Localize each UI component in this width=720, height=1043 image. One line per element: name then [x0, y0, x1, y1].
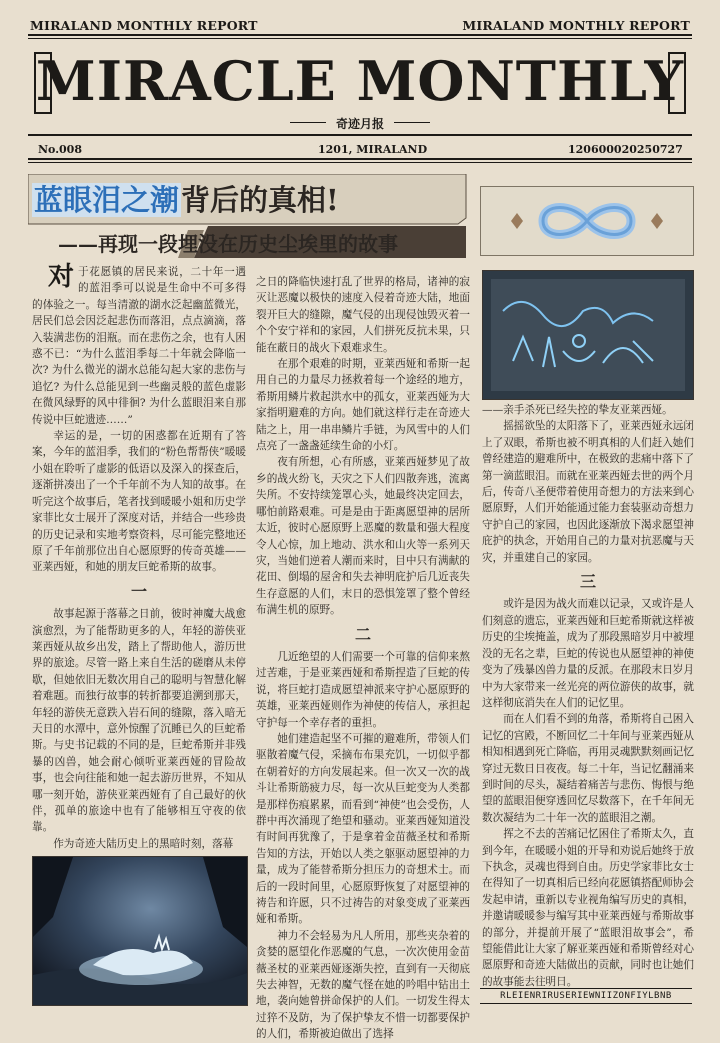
col3-paragraph-2: 或许是因为战火而难以记录，又或许是人们刻意的遗忘，亚莱西娅和巨蛇希斯就这样被历史的尘埃掩盖，成为了那段黑暗岁月中被埋没的无名之辈，巨蛇的传说也从愿望神的神使变为了残暴凶兽力量的反派。在那段末日岁月中为大家带来一丝光亮的两位游侠的故事，就这样彻底消失在人们的记忆里。 [482, 598, 694, 709]
col2-paragraph-3: 夜有所想，心有所感，亚莱西娅梦见了故乡的战火纷飞，天灾之下人们四散奔逃，流离失所。不安持续笼罩心头，她最终决定回去，哪怕前路艰难。可是是由于距离愿望神的居所太近，彼时心愿原野上恶魔的数量和强大程度令人心惊，加上地动、洪水和山火等一系列天灾，当她们逆着人潮而来时，目中只有满献的花田、倒塌的屋舍和失去神明庇护后几近丧失生存意愿的人们，末日的恐惧笼罩了整个曾经布满生机的原野。 [256, 456, 470, 617]
dragon-cave-image [32, 856, 248, 1006]
meta-rule-bottom-thin [28, 162, 692, 163]
infinity-icon [481, 187, 693, 255]
section-number-1: 一 [130, 581, 147, 601]
article-column-1 [32, 264, 246, 852]
dateline: 1201, MIRALAND [318, 143, 428, 156]
col3-paragraph-1: 摇摇欲坠的太阳落下了，亚莱西娅永远闭上了双眼，希斯也被不明真相的人们赶入她们曾经建造的避难所中，在极致的悲痛中落下了第一滴蓝眼泪。而就在亚莱西娅去世的两个月后，传奇八圣便带着使用奇想力的方法来到心愿原野，人们开始能通过能力套装驱动奇想力守护自己的家园，也因此逐渐放下渴求愿望神庇护的执念，开始用自己的力量对抗恶魔与天灾，并重建自己的家园。 [482, 420, 694, 564]
issue-number: No.008 [38, 143, 82, 156]
infinity-banner [480, 186, 694, 256]
header-right-label: MIRALAND MONTHLY REPORT [462, 18, 690, 33]
header-left-label: MIRALAND MONTHLY REPORT [30, 18, 258, 33]
headline-blue: 蓝眼泪之潮 [34, 183, 180, 217]
dropcap: 对 [48, 262, 75, 292]
section-number-3: 三 [579, 572, 596, 592]
section-number-2: 二 [354, 624, 371, 644]
article-column-3 [482, 402, 694, 990]
masthead-subtitle: 奇迹月报 [335, 117, 384, 131]
serial-number: 120600020250727 [568, 143, 683, 156]
meta-rule-bottom [28, 158, 692, 160]
col1-paragraph-1: 于花愿镇的居民来说，二十年一遇的蓝泪季可以说是生命中不可多得的体验之一。每当清澈的湖水泛起幽蓝微光，居民们总会因泛起悲伤而落泪，点点滴滴，落入装满悲伤的泪瓶。而在悲伤之余，也有人困惑不已：“为什么蓝泪季每二十年就会降临一次? 为什么微光的湖水总能勾起大家的悲伤与追忆? 为什么总能见到一些幽灵般的蓝色虚影在微风绿野的风中徘徊? 为什么蓝眼泪来自那传说中巨蛇遗迹……” [32, 266, 246, 426]
masthead-title: MIRACLE MONTHLY [35, 49, 685, 113]
top-rule [28, 34, 692, 36]
top-rule-thin [28, 38, 692, 39]
col2-paragraph-6: 神力不会轻易为凡人所用，那些夹杂着的贪婪的愿望化作恶魔的气息，一次次使用金苗薇圣杖的亚莱西娅逐渐失控，直到有一天彻底失去神智，无数的魔气怪在她的吟唱中钻出土地，袭向她曾拼命保护的人们。一切发生得太过猝不及防，为了保护挚友不惜一切都要保护的人们，希斯被迫做出了选择 [256, 929, 470, 1041]
meta-rule-top [28, 134, 692, 136]
col1-paragraph-4: 作为奇迹大陆历史上的黑暗时刻，落幕 [53, 837, 234, 850]
col2-paragraph-5: 她们建造起坚不可摧的避难所，带领人们驱散着魔气侵，采摘布布果充饥，一切似乎都在朝着好的方向发展起来。但一次又一次的战斗让希斯筋疲力尽，每一次从巨蛇变为人类都是那样伤痕累累，而看到“神使”也会受伤，人群中再次涌现了绝望和骚动。亚莱西娅知道没有时间再犹豫了，于是拿着金苗薇圣杖和希斯告知的方法，开始以人类之躯驱动愿望神的力量，成为了能替希斯分担压力的奇想术士。而后的一段时间里，心愿原野恢复了对愿望神的祷告和许愿，只不过祷告的对象变成了亚莱西娅和希斯。 [256, 732, 470, 926]
masthead-ornament-left [290, 122, 326, 123]
col2-paragraph-4: 几近绝望的人们需要一个可靠的信仰来熬过苦难，于是亚莱西娅和希斯捏造了巨蛇的传说，将巨蛇打造成愿望神派来守护心愿原野的英雄，亚莱西娅则作为神使的传信人，承担起守护每一个幸存者的重担。 [256, 650, 470, 729]
col3-paragraph-3: 而在人们看不到的角落，希斯将自己困入记忆的宫殿，不断回忆二十年间与亚莱西娅从相知相遇到死亡降临，再用灵魂默默刻画记忆穿过无数日日夜夜。每二十年，当记忆翻涌来到时间的尽头，凝结着痛苦与悲伤、悔恨与绝望的蓝眼泪便穿透回忆尽数落下，在千年间无数次凝结为二十年一次的蓝眼泪之潮。 [482, 713, 694, 824]
col2-paragraph-1: 之日的降临快速打乱了世界的格局，诸神的寂灭让恶魔以极快的速度入侵着奇迹大陆，地面裂开巨大的缝隙，魔气侵的出现侵蚀毁灭着一个个安宁祥和的家园，人们拼死反抗未果，只能在蔽日的战火下艰难求生。 [256, 276, 470, 354]
headline-dark: 背后的真相! [181, 183, 339, 217]
headline-title [32, 178, 339, 222]
headline-subtitle: ——再现一段埋没在历史尘埃里的故事 [58, 232, 398, 256]
col1-paragraph-3: 故事起源于落幕之日前，彼时神魔大战愈演愈烈，为了能帮助更多的人，年轻的游侠亚莱西娅从故乡出发，踏上了帮助他人，游历世界的旅途。尽管一路上来自生活的磋磨从未停歇，但她依旧无数次用自己的聪明与智慧化解着难题。而独行故事的转折都要追溯到那天，年轻的游侠无意跌入岩石间的缝隙，落入暗无天日的水潭中，意外惊醒了沉睡已久的巨蛇希斯。与史书记载的不同的是，巨蛇希斯并非残暴的凶兽，她会耐心倾听亚莱西娅的冒险故事，也会向往能和她一起去游历世界，不知从哪一刻开始，游侠亚莱西娅有了自己最好的伙伴，孤单的旅途中也有了能够相互守夜的依靠。 [32, 608, 246, 834]
footer-code-strip: RLEIENRIRUSERIEWNIIZONFIYLBNB [480, 988, 692, 1004]
col2-paragraph-2: 在那个艰难的时期，亚莱西娅和希斯一起用自己的力量尽力拯救着每一个途经的地方，希斯用鳞片救起洪水中的孤女，亚莱西娅为大家指明避难的方向。她们就这样行走在奇迹大陆之上，用一串串鳞片手链，为风雪中的人们点亮了一盏盏延续生命的小灯。 [256, 358, 470, 453]
col1-paragraph-2: 幸运的是，一切的困惑都在近期有了答案，今年的蓝泪季，我们的“粉色帮帮侠”暖暖小姐在聆听了虚影的低语以及深入的探查后，逐渐拼凑出了一个千年前不为人知的故事。在听完这个故事后，笔者找到暖暖小姐和历史学家菲比女士展开了深度对话，并结合一些珍贵的历史记录和实地考察资料，尽可能完整地还原了千年前那位出自心愿原野的传奇英雄——亚莱西娅，和她的朋友巨蛇希斯的故事。 [32, 430, 246, 574]
article-column-2 [256, 274, 470, 1043]
image-caption: ——亲手杀死已经失控的挚友亚莱西娅。 [482, 404, 673, 416]
col3-paragraph-4: 挥之不去的苦痛记忆困住了希斯太久，直到今年，在暖暖小姐的开导和劝说后她终于放下执念，灵魂也得到自由。历史学家菲比女士在得知了一切真相后已经向花愿镇搭配师协会发起申请，重新以专业视角编写历史的真相，并邀请暖暖参与编写其中亚莱西娅与希斯故事的部分，并提前开展了“蓝眼泪故事会”，希望能借此让大家了解亚莱西娅和希斯曾经对心愿原野和奇迹大陆做出的贡献，同时也让她们的故事能去往明日。 [482, 828, 694, 988]
masthead-ornament-right [394, 122, 430, 123]
mural-image [482, 270, 694, 400]
